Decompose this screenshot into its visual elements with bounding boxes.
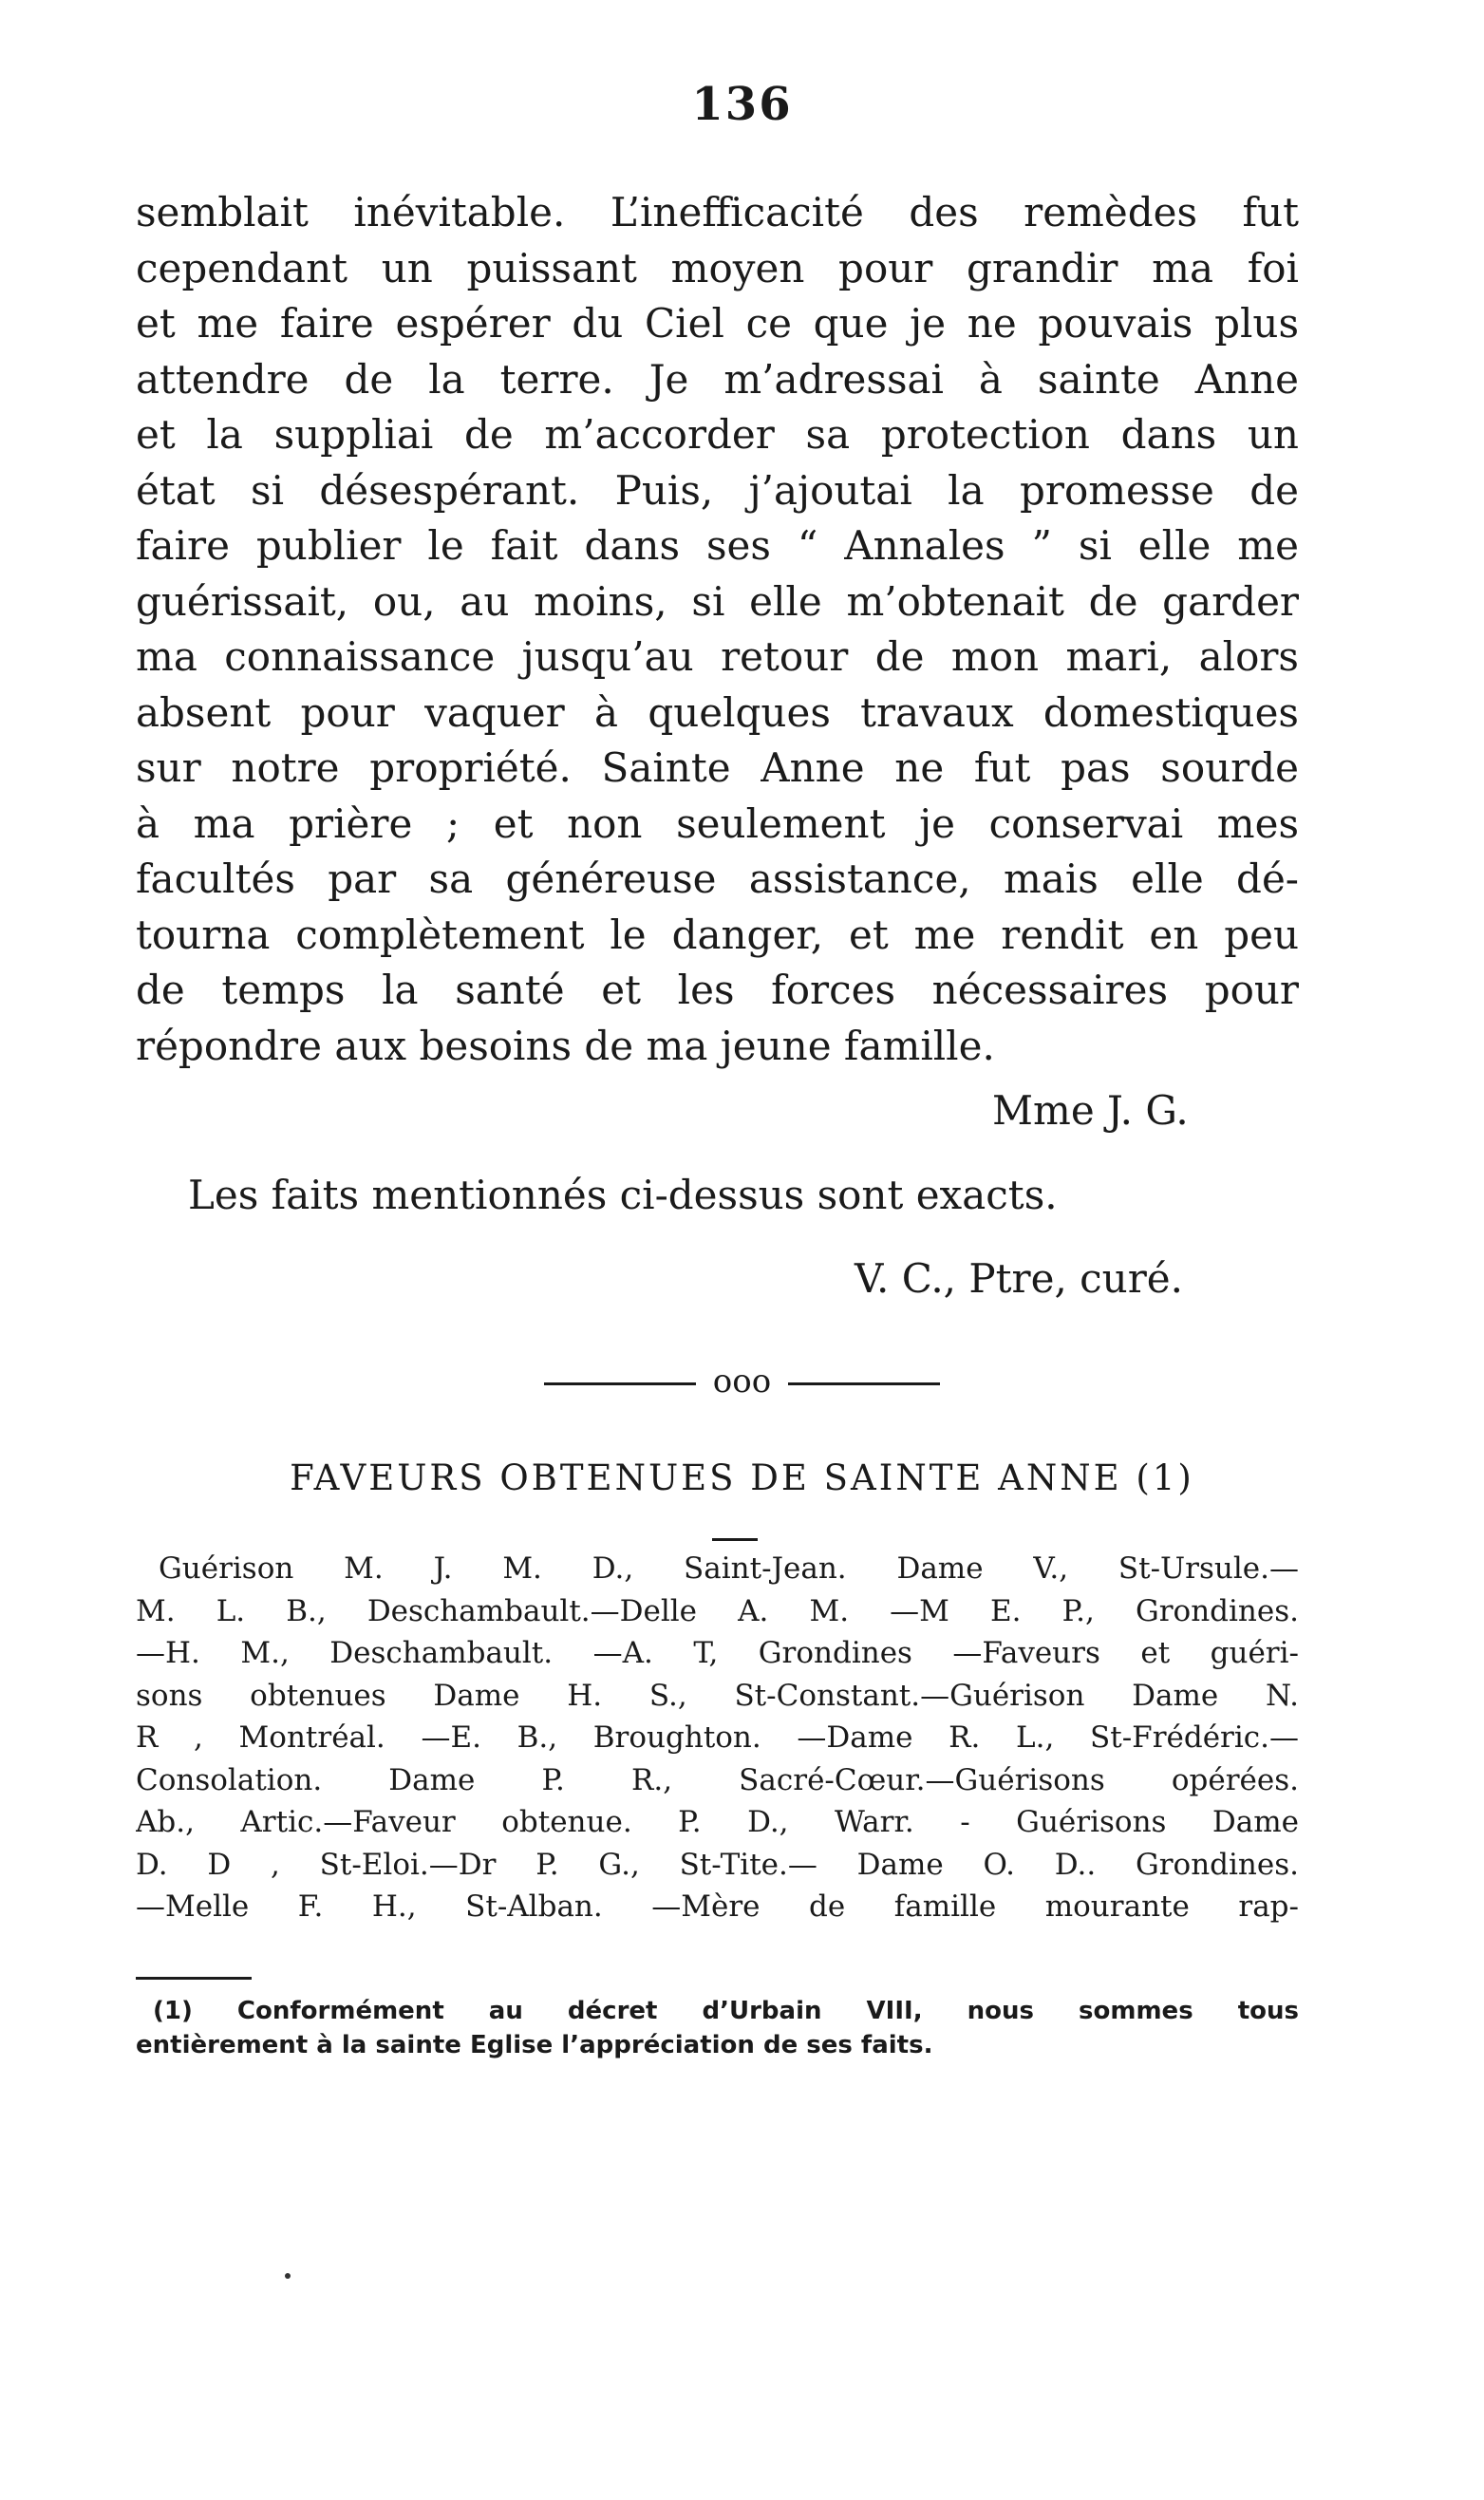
body-line: absent pour vaquer à quelques travaux domestiques [136, 688, 1299, 736]
body-line: de temps la santé et les forces nécessaires pour [136, 967, 1299, 1013]
favors-line: Consolation. Dame P. R., Sacré-Cœur.—Guérisons opérées. [136, 1762, 1299, 1797]
body-line: à ma prière ; et non seulement je conservai mes [136, 799, 1299, 847]
title-underline [712, 1538, 758, 1541]
favors-line: D. D , St-Eloi.—Dr P. G., St-Tite.— Dame O. D.. Grondines. [136, 1847, 1299, 1882]
separator-rule-right [788, 1382, 940, 1385]
footnote-line: (1) Conformément au décret d’Urbain VIII, nous sommes tous [153, 1997, 1299, 2025]
body-line: tourna complètement le danger, et me rendit en peu [136, 911, 1299, 958]
favors-line: —H. M., Deschambault. —A. T, Grondines —Faveurs et guéri- [136, 1636, 1299, 1670]
body-line: et me faire espérer du Ciel ce que je ne pouvais plus [136, 300, 1299, 347]
signature-mme: Mme J. G. [992, 1087, 1189, 1134]
favors-line: M. L. B., Deschambault.—Delle A. M. —M E. P., Grondines. [136, 1593, 1299, 1628]
body-line: sur notre propriété. Sainte Anne ne fut pas sourde [136, 744, 1299, 791]
favors-line: R , Montréal. —E. B., Broughton. —Dame R. L., St-Frédéric.— [136, 1720, 1299, 1755]
favors-line: Ab., Artic.—Faveur obtenue. P. D., Warr. - Guérisons Dame [136, 1805, 1299, 1839]
body-line: ma connaissance jusqu’au retour de mon mari, alors [136, 633, 1299, 680]
attestation-line: Les faits mentionnés ci-dessus sont exacts. [188, 1172, 1058, 1218]
page-number: 136 [691, 78, 793, 131]
favors-list [136, 1548, 1299, 1928]
signature-cure: V. C., Ptre, curé. [855, 1255, 1184, 1302]
footnote-line: entièrement à la sainte Eglise l’appréciation de ses faits. [136, 2031, 933, 2059]
footnote [136, 1994, 1299, 2062]
favors-line: —Melle F. H., St-Alban. —Mère de famille mourante rap- [136, 1889, 1299, 1924]
favors-line: Guérison M. J. M. D., Saint-Jean. Dame V., St-Ursule.— [159, 1551, 1299, 1586]
separator-rule-left [544, 1382, 696, 1385]
favors-line: sons obtenues Dame H. S., St-Constant.—Guérison Dame N. [136, 1678, 1299, 1713]
separator-ornament: ooo [712, 1363, 772, 1400]
body-line: répondre aux besoins de ma jeune famille. [136, 1022, 995, 1069]
section-separator [0, 1363, 1484, 1400]
body-line: et la suppliai de m’accorder sa protection dans un [136, 411, 1299, 458]
body-line: facultés par sa généreuse assistance, mais elle dé- [136, 855, 1299, 902]
body-line: état si désespérant. Puis, j’ajoutai la promesse de [136, 466, 1299, 514]
section-title: FAVEURS OBTENUES DE SAINTE ANNE (1) [290, 1457, 1194, 1498]
body-paragraph [136, 185, 1299, 1074]
body-line: guérissait, ou, au moins, si elle m’obtenait de garder [136, 577, 1299, 625]
body-line: cependant un puissant moyen pour grandir ma foi [136, 244, 1299, 291]
ink-speck [285, 2273, 291, 2279]
body-line: semblait inévitable. L’inefficacité des remèdes fut [136, 189, 1299, 235]
footnote-rule [136, 1977, 252, 1980]
body-line: faire publier le fait dans ses “ Annales ” si elle me [136, 522, 1299, 569]
body-line: attendre de la terre. Je m’adressai à sainte Anne [136, 355, 1299, 403]
